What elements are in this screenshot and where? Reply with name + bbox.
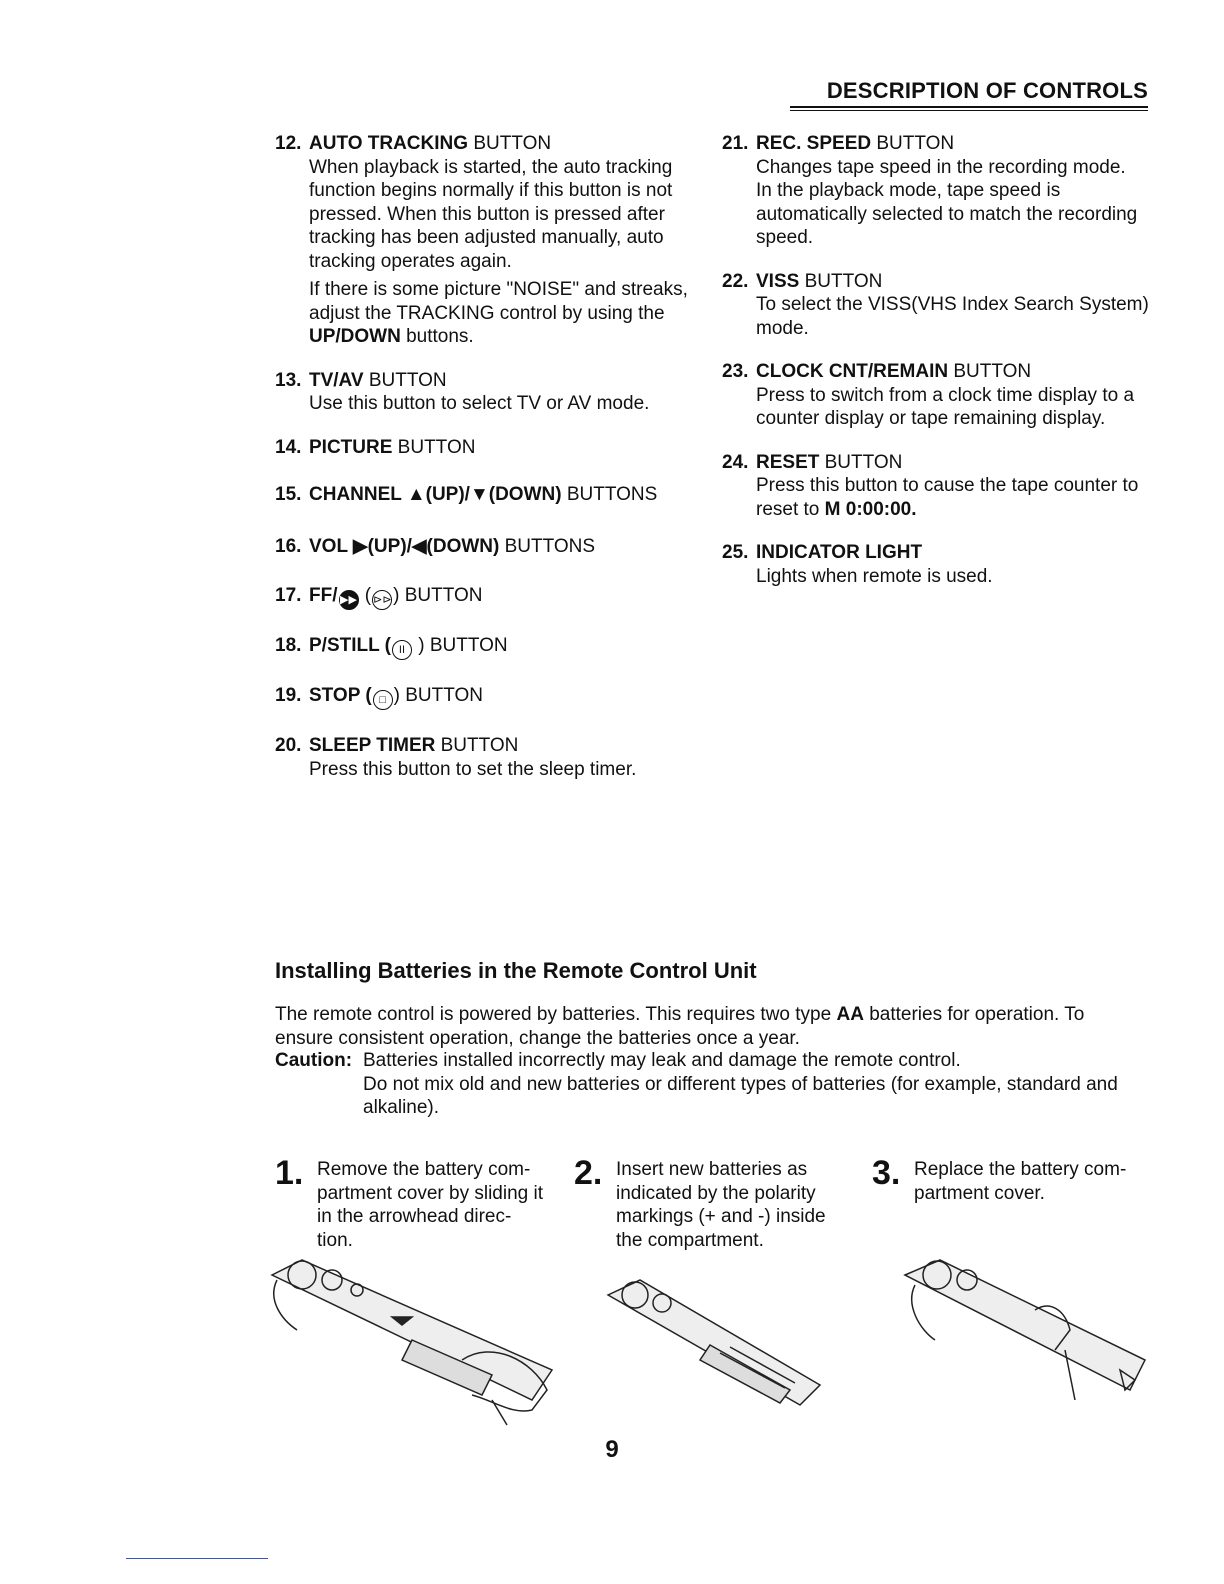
battery-section-title: Installing Batteries in the Remote Control Unit: [275, 958, 757, 983]
item-25: [722, 541, 1150, 588]
item-15: [275, 483, 715, 507]
step-2: [574, 1154, 844, 1252]
item-title: PICTURE: [309, 436, 393, 458]
pause-icon: II: [392, 640, 412, 660]
item-14: [275, 436, 715, 460]
item-title: VISS: [756, 270, 800, 292]
item-desc: Press this button to set the sleep timer.: [309, 758, 637, 780]
item-desc: Use this button to select TV or AV mode.: [309, 393, 650, 414]
remote-illustration-3: [895, 1250, 1155, 1410]
item-title-rest: BUTTON: [799, 270, 883, 292]
item-20: [275, 734, 715, 781]
item-number: 23.: [722, 361, 749, 382]
step-text: Replace the battery com-partment cover.: [914, 1159, 1127, 1204]
item-title-rest: BUTTON: [435, 735, 519, 756]
item-desc: Changes tape speed in the recording mode.: [756, 156, 1126, 178]
fast-forward-icon: ▶▶: [339, 590, 359, 610]
item-number: 21.: [722, 133, 749, 154]
item-19: [275, 684, 715, 710]
item-title-rest: BUTTON: [819, 451, 903, 473]
item-number: 16.: [275, 535, 302, 557]
item-desc: Lights when remote is used.: [756, 565, 993, 587]
item-title-rest: BUTTON: [948, 361, 1032, 382]
stop-icon: □: [373, 690, 393, 710]
item-18: [275, 634, 715, 660]
item-21: [722, 132, 1150, 250]
item-number: 19.: [275, 685, 302, 706]
caution-text: Do not mix old and new batteries or different types of batteries (for example, standard and alkaline).: [363, 1073, 1118, 1118]
item-number: 20.: [275, 735, 302, 756]
left-column: [275, 132, 715, 801]
item-number: 25.: [722, 542, 749, 563]
item-title-rest: BUTTON: [871, 133, 955, 154]
item-desc: If there is some picture "NOISE" and streaks, adjust the TRACKING control by using the UP/DOWN buttons.: [309, 279, 688, 347]
item-number: 13.: [275, 369, 302, 391]
item-desc: Press to switch from a clock time display to a counter display or tape remaining display.: [756, 384, 1135, 429]
item-desc: In the playback mode, tape speed is automatically selected to match the recording speed.: [756, 180, 1138, 248]
item-title-rest: BUTTONS: [499, 535, 596, 557]
item-title: AUTO TRACKING: [309, 133, 469, 154]
item-title-rest: BUTTON: [468, 133, 552, 154]
section-header: DESCRIPTION OF CONTROLS: [826, 78, 1148, 103]
item-17: 17. FF/ ▶▶ ( ⊳⊳) BUTTON: [275, 584, 715, 610]
footer-line: [126, 1558, 268, 1559]
item-title: INDICATOR LIGHT: [756, 542, 923, 563]
item-number: 24.: [722, 451, 749, 473]
item-title: SLEEP TIMER: [309, 735, 436, 756]
item-title: FF/: [309, 585, 338, 606]
item-title: REC. SPEED: [756, 133, 872, 154]
item-title-rest: BUTTON: [363, 369, 447, 391]
item-12: [275, 132, 715, 349]
item-number: 15.: [275, 484, 302, 505]
item-title: RESET: [756, 451, 820, 473]
caution-label: Caution:: [275, 1050, 353, 1071]
fast-forward-outline-icon: ⊳⊳: [372, 590, 392, 610]
page-number: 9: [605, 1436, 619, 1463]
item-number: 17.: [275, 585, 302, 606]
item-number: 14.: [275, 436, 302, 458]
step-3: [872, 1154, 1142, 1205]
caution-block: [275, 1049, 1145, 1120]
item-23: [722, 360, 1150, 431]
caution-text: Batteries installed incorrectly may leak and damage the remote control.: [363, 1050, 961, 1071]
item-title: P/STILL (: [309, 635, 391, 656]
item-title-rest: ) BUTTON: [393, 685, 484, 706]
right-column: [722, 132, 1150, 608]
item-title-rest: BUTTONS: [561, 484, 658, 505]
item-title: STOP (: [309, 685, 372, 706]
item-desc: When playback is started, the auto tracking function begins normally if this button is not pressed. When this button is pressed after tracking has been adjusted manually, auto tracking operates again.: [309, 156, 673, 272]
header-rule: [790, 106, 1148, 111]
item-number: 22.: [722, 270, 749, 292]
item-13: [275, 369, 715, 416]
battery-intro: The remote control is powered by batteries. This requires two type AA batteries for operation. To ensure consistent operation, change the batteries once a year.: [275, 1004, 1085, 1049]
item-desc: To select the VISS(VHS Index Search System) mode.: [756, 294, 1149, 339]
item-16: [275, 535, 715, 559]
item-number: 12.: [275, 133, 302, 154]
item-desc: Press this button to cause the tape counter to reset to M 0:00:00.: [756, 475, 1139, 520]
item-title: TV/AV: [309, 369, 364, 391]
step-number: 2.: [574, 1154, 603, 1192]
item-22: [722, 270, 1150, 341]
remote-illustration-2: [600, 1275, 830, 1415]
item-title: CLOCK CNT/REMAIN: [756, 361, 949, 382]
remote-illustration-1: [262, 1250, 562, 1430]
item-title-rest: ) BUTTON: [412, 635, 508, 656]
item-title: CHANNEL ▲(UP)/▼(DOWN): [309, 484, 562, 505]
step-1: [275, 1154, 547, 1252]
item-title-rest: BUTTON: [399, 585, 483, 606]
step-number: 1.: [275, 1154, 304, 1192]
item-24: [722, 451, 1150, 522]
item-title: VOL ▶(UP)/◀(DOWN): [309, 535, 500, 557]
step-text: Insert new batteries as indicated by the polarity markings (+ and -) inside the compartment.: [616, 1159, 826, 1251]
step-number: 3.: [872, 1154, 901, 1192]
step-text: Remove the battery com-partment cover by sliding it in the arrowhead direc-tion.: [317, 1159, 543, 1251]
item-title-rest: BUTTON: [392, 436, 476, 458]
item-number: 18.: [275, 635, 302, 656]
